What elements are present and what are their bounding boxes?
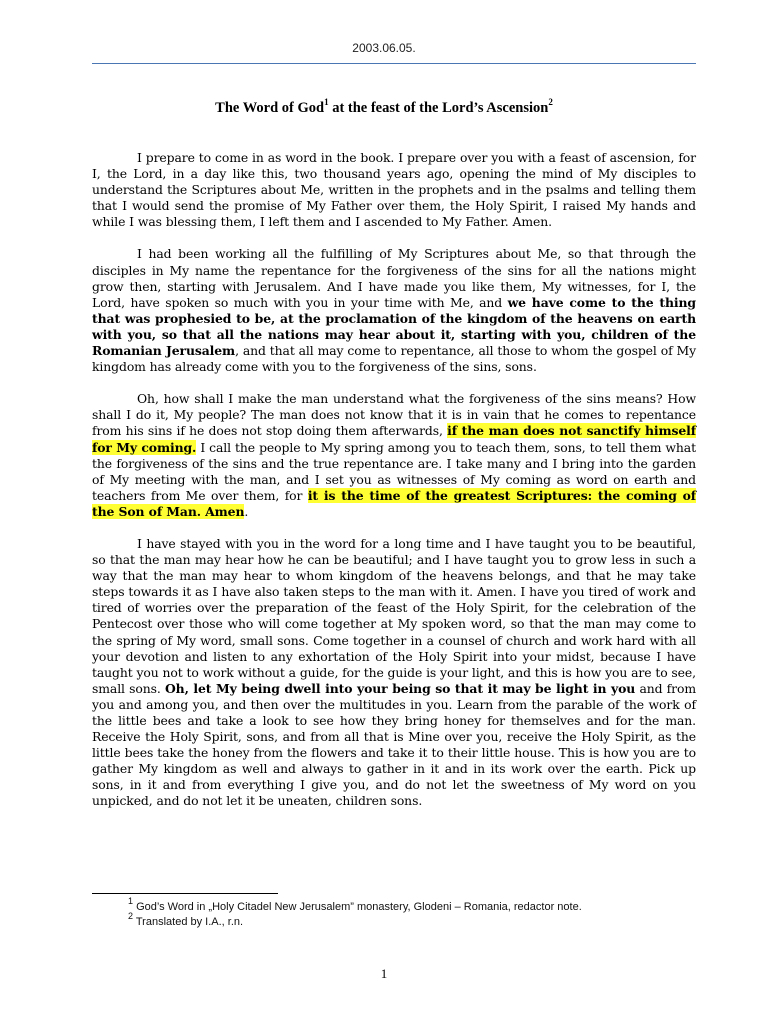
bold-text: we have come to the thing that was prophesied to be, at the proclamation of the kingdom of the heavens on earth with you, so that all the nations may hear about it, starting with you, children of the Romanian Jerusalem	[92, 294, 696, 359]
header-divider	[92, 63, 696, 64]
text-run: .	[244, 503, 249, 519]
page-title	[0, 97, 768, 117]
footnote-text: Translated by I.A., r.n.	[133, 916, 244, 928]
text-run: I call the people to My spring among you to teach them, sons, to tell them what the forgiveness of the sins and the true repentance are. I take many and I bring into the garden of My meeting with the man, and I set you as witnesses of My coming as word on earth and teachers from Me over them, for	[92, 439, 696, 503]
paragraph	[92, 150, 696, 230]
footnote-ref-2: 2	[548, 97, 553, 108]
footnote-2	[128, 911, 688, 928]
text-run: I had been working all the fulfilling of My Scriptures about Me, so that through the disciples in My name the repentance for the forgiveness of the sins for all the nations might grow then, starting with Jerusalem. And I have made you like them, My witnesses, for I, the Lord, have spoken so much with you in your time with Me, and	[92, 246, 696, 310]
footnote-1	[128, 896, 688, 913]
footnote-number: 1	[128, 896, 134, 907]
header-date: 2003.06.05.	[352, 41, 416, 55]
title-text: The Word of God	[215, 100, 325, 116]
footnote-number: 2	[128, 911, 134, 922]
paragraph	[92, 391, 696, 520]
text-run: and from you and among you, and then over the multitudes in you. Learn from the parable of the work of the little bees and take a look to see how they bring honey for themselves and for the man. Receive the Holy Spirit, sons, and from all that is Mine over you, receive the Holy Spirit, as the little bees take the honey from the flowers and take it to their little house. This is how you are to gather My kingdom as well and always to gather in it and in its work over the earth. Pick up sons, in it and from everything I give you, and do not let the sweetness of My word on you unpicked, and do not let it be uneaten, children sons.	[92, 680, 696, 809]
title-text-continued: at the feast of the Lord’s Ascension	[328, 100, 549, 116]
text-run: I prepare to come in as word in the book. I prepare over you with a feast of ascension, for I, the Lord, in a day like this, two thousand years ago, opening the mind of My disciples to understand the Scriptures about Me, written in the prophets and in the psalms and telling them that I would send the promise of My Father over them, the Holy Spirit, I raised My hands and while I was blessing them, I left them and I ascended to My Father. Amen.	[92, 150, 696, 230]
highlighted-text: it is the time of the greatest Scriptures: the coming of the Son of Man. Amen	[92, 487, 696, 519]
text-run: Oh, how shall I make the man understand what the forgiveness of the sins means? How shall I do it, My people? The man does not know that it is in vain that he comes to repentance from his sins if he does not stop doing them afterwards,	[92, 391, 696, 439]
paragraph	[92, 246, 696, 375]
text-run: , and that all may come to repentance, all those to whom the gospel of My kingdom has already come with you to the forgiveness of the sins, sons.	[92, 343, 696, 375]
footnote-ref-1: 1	[324, 97, 329, 108]
paragraph	[92, 536, 696, 810]
highlighted-text: if the man does not sanctify himself for My coming.	[92, 423, 696, 455]
footnote-divider	[92, 893, 278, 894]
bold-text: Oh, let My being dwell into your being so that it may be light in you	[164, 680, 636, 696]
page-number: 1	[380, 966, 388, 981]
body-text	[92, 150, 696, 826]
footnote-text: God’s Word in „Holy Citadel New Jerusalem” monastery, Glodeni – Romania, redactor note.	[133, 901, 582, 913]
text-run: I have stayed with you in the word for a long time and I have taught you to be beautiful, so that the man may hear how he can be beautiful; and I have taught you to grow less in such a way that the man may hear to whom kingdom of the heavens belongs, and that he may take steps towards it as I have also taken steps to the man with it. Amen. I have you tired of work and tired of worries over the preparation of the feast of the Holy Spirit, for the celebration of the Pentecost over those who will come together at My spoken word, so that the man may come to the spring of My word, small sons. Come together in a counsel of church and work hard with all your devotion and listen to any exhortation of the Holy Spirit into your midst, because I have taught you not to work without a guide, for the guide is your light, and this is how you are to see, small sons.	[92, 535, 696, 696]
